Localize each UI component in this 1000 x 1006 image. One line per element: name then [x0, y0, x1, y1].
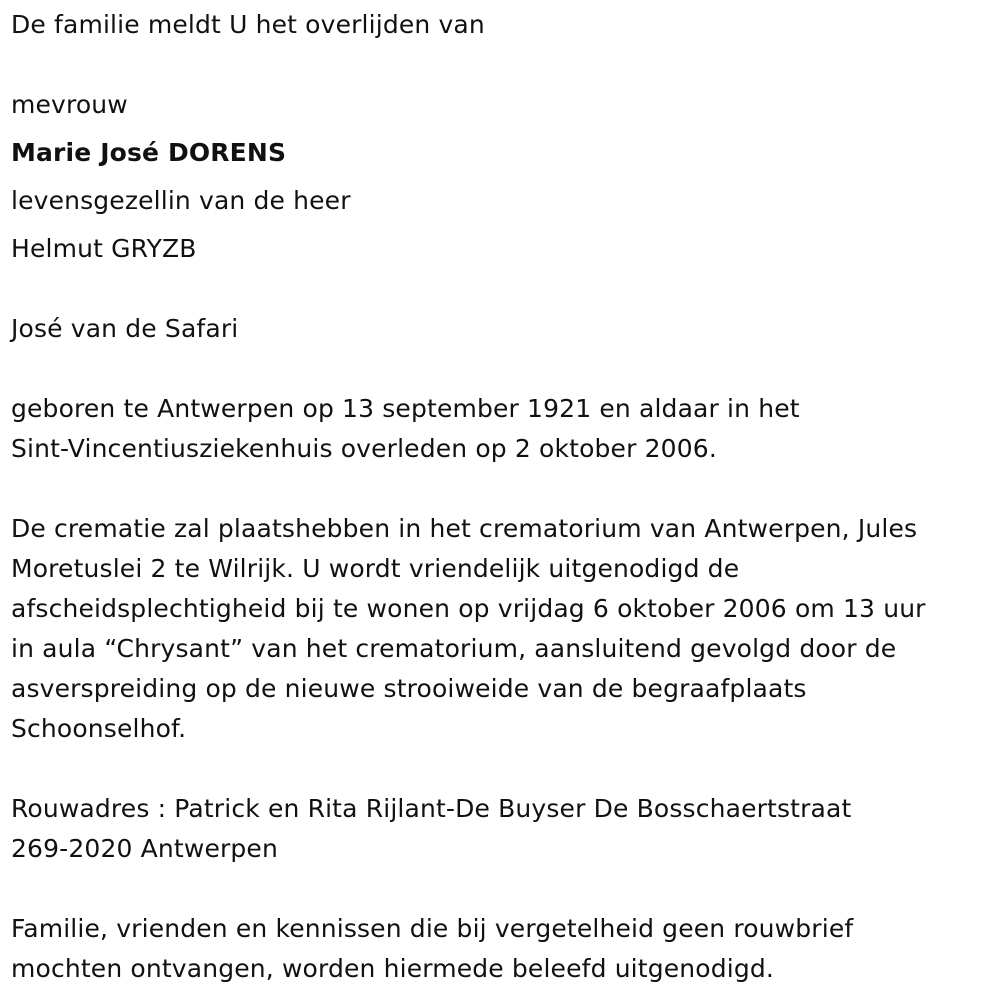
relation-text: levensgezellin van de heer	[11, 186, 351, 215]
ceremony-line-5: asverspreiding op de nieuwe strooiweide van de begraafplaats	[11, 674, 807, 703]
ceremony-line-2: Moretuslei 2 te Wilrijk. U wordt vriendelijk uitgenodigd de	[11, 554, 740, 583]
partner-name: Helmut GRYZB	[11, 234, 197, 263]
ceremony-line-6: Schoonselhof.	[11, 714, 187, 743]
nickname: José van de Safari	[11, 314, 239, 343]
birth-death-line-1: geboren te Antwerpen op 13 september 1921 en aldaar in het	[11, 394, 800, 423]
ceremony-line-4: in aula “Chrysant” van het crematorium, aansluitend gevolgd door de	[11, 634, 897, 663]
ceremony-line-1: De crematie zal plaatshebben in het crematorium van Antwerpen, Jules	[11, 514, 918, 543]
closing-line-1: Familie, vrienden en kennissen die bij vergetelheid geen rouwbrief	[11, 914, 854, 943]
closing-line-2: mochten ontvangen, worden hiermede beleefd uitgenodigd.	[11, 954, 774, 983]
intro-text: De familie meldt U het overlijden van	[11, 10, 485, 39]
ceremony-line-3: afscheidsplechtigheid bij te wonen op vrijdag 6 oktober 2006 om 13 uur	[11, 594, 926, 623]
deceased-title: mevrouw	[11, 90, 128, 119]
address-line-1: Rouwadres : Patrick en Rita Rijlant-De Buyser De Bosschaertstraat	[11, 794, 852, 823]
deceased-name: Marie José DORENS	[11, 138, 287, 167]
address-line-2: 269-2020 Antwerpen	[11, 834, 278, 863]
birth-death-line-2: Sint-Vincentiusziekenhuis overleden op 2 oktober 2006.	[11, 434, 717, 463]
